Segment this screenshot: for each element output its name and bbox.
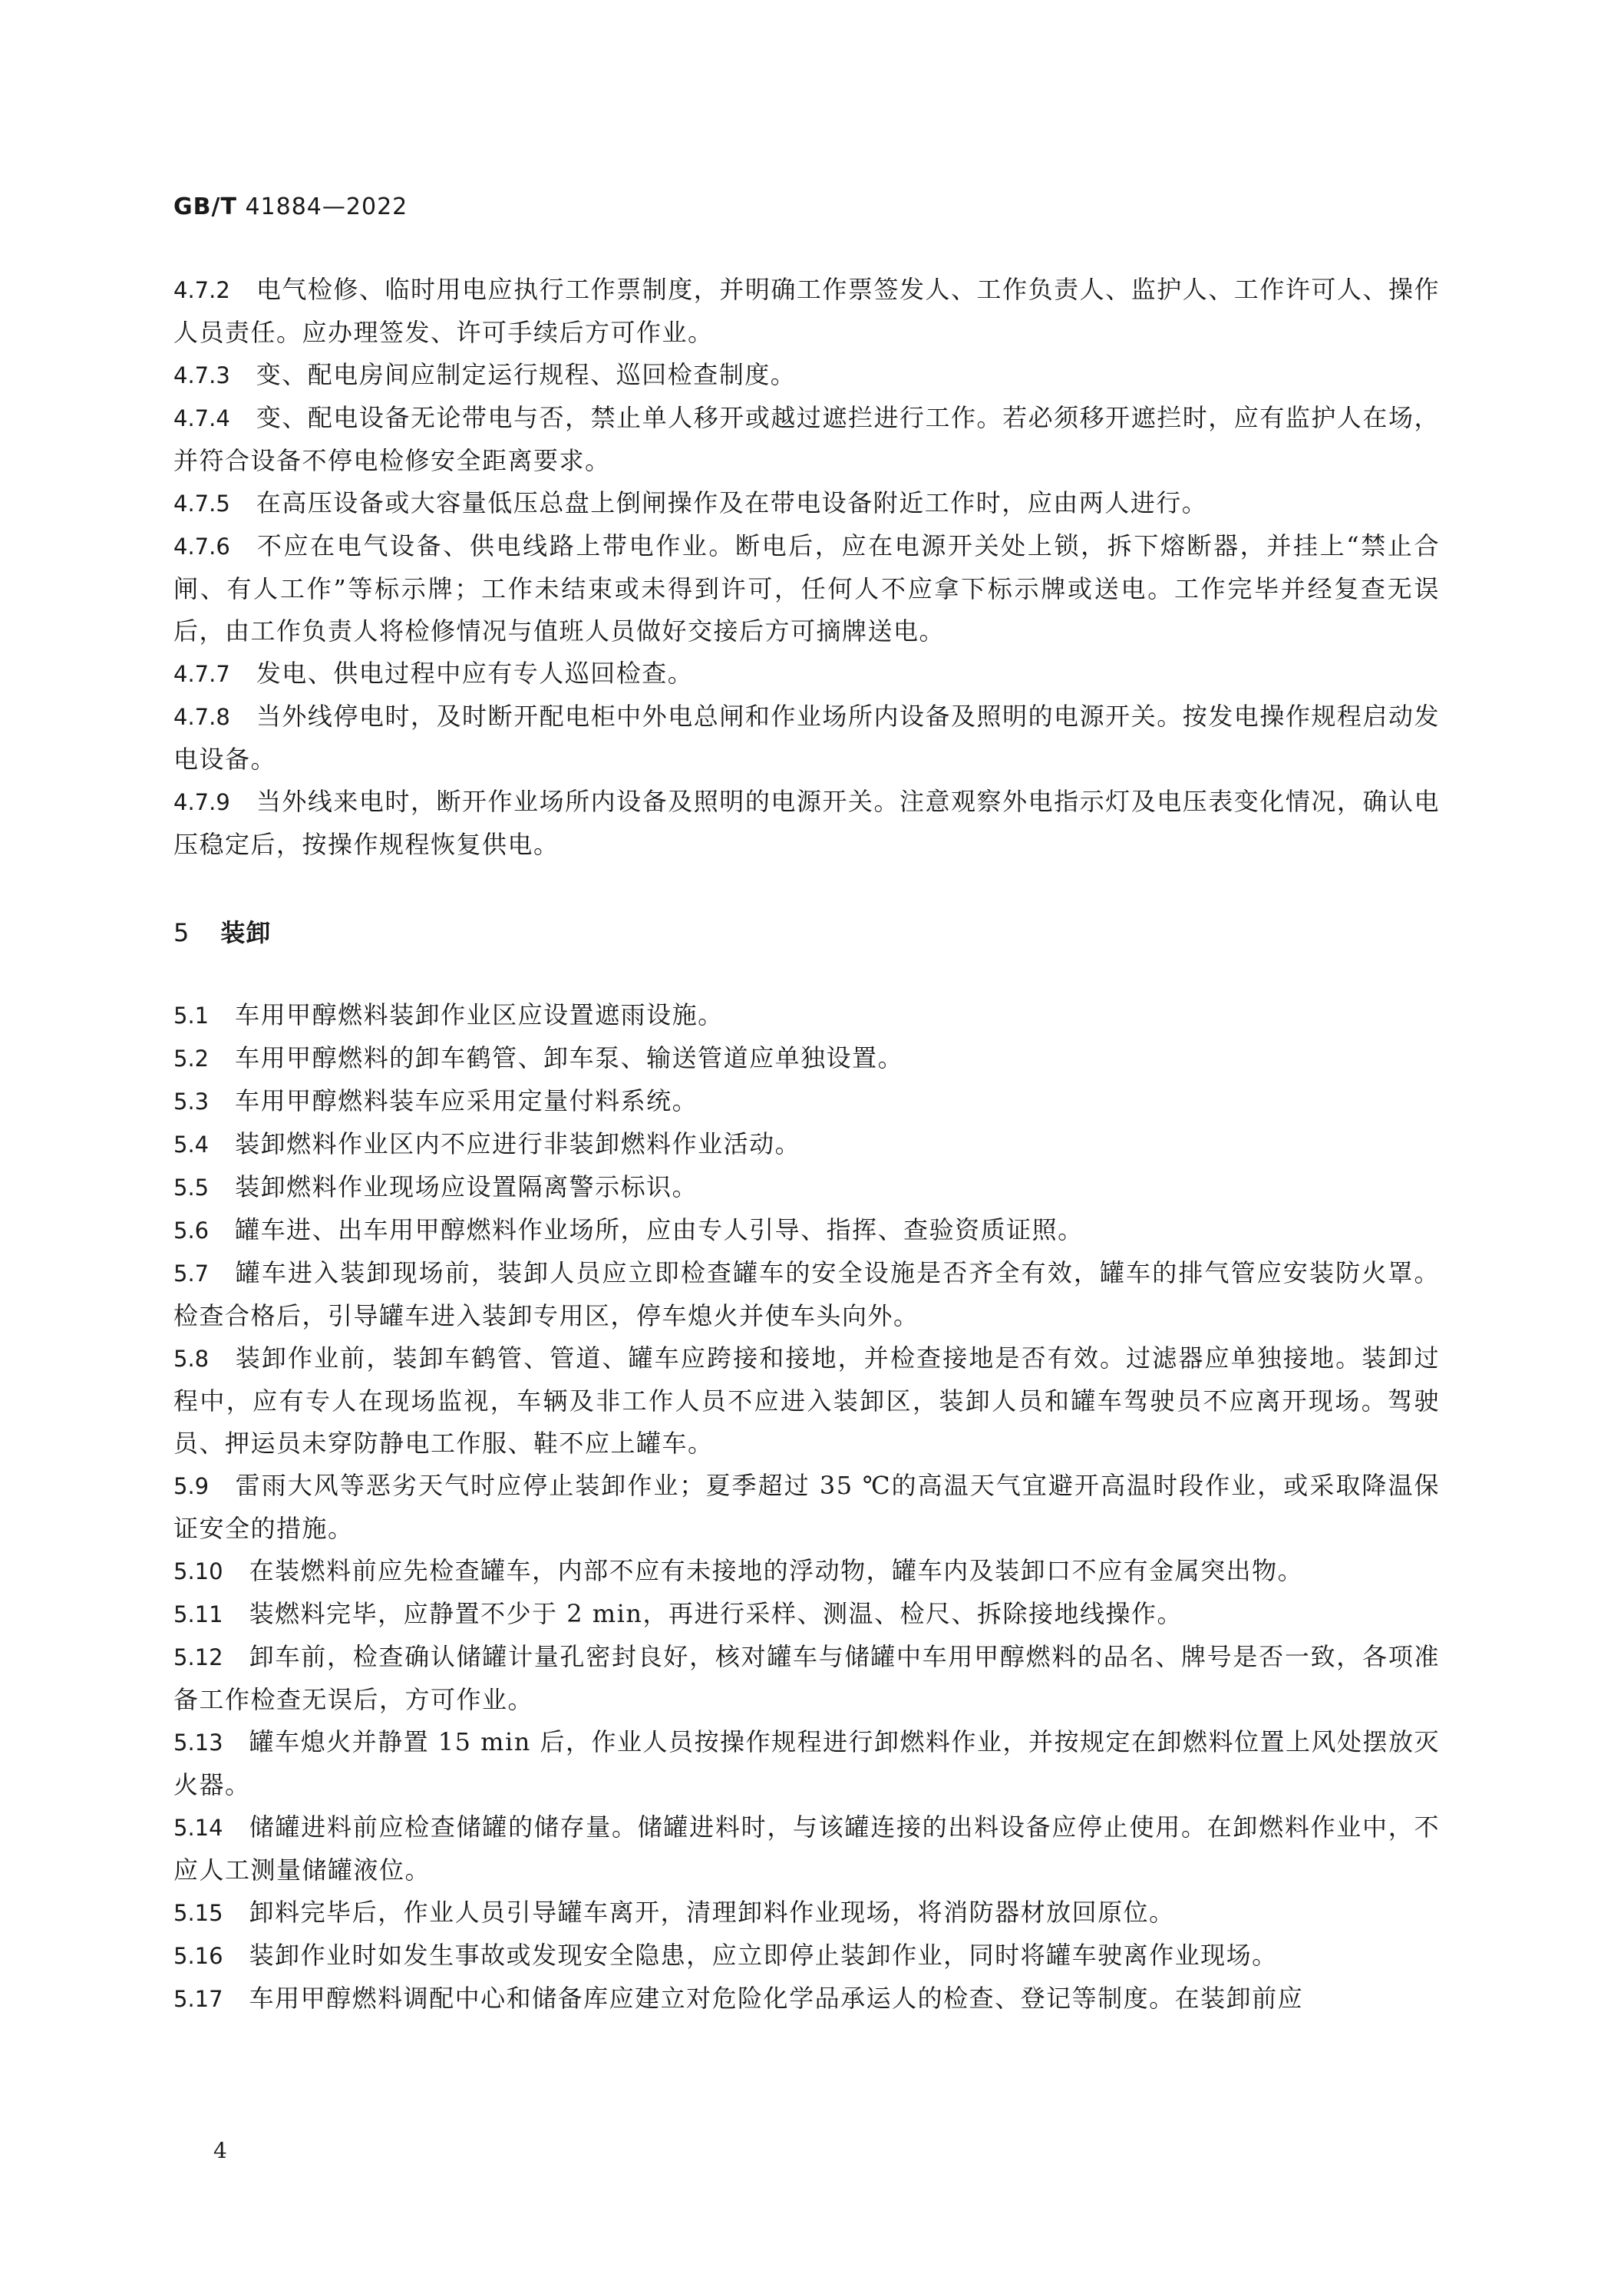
clause-number: 5.3 bbox=[173, 1089, 210, 1115]
clause-text: 在装燃料前应先检查罐车，内部不应有未接地的浮动物，罐车内及装卸口不应有金属突出物。 bbox=[249, 1556, 1304, 1585]
clause bbox=[173, 994, 1440, 1037]
clause bbox=[173, 1337, 1440, 1465]
clause-text: 装卸作业前，装卸车鹤管、管道、罐车应跨接和接地，并检查接地是否有效。过滤器应单独接地。装卸过程中，应有专人在现场监视，车辆及非工作人员不应进入装卸区，装卸人员和罐车驾驶员不应离开现场。驾驶员、押运员未穿防静电工作服、鞋不应上罐车。 bbox=[173, 1343, 1440, 1458]
clause-number: 5.13 bbox=[173, 1730, 223, 1756]
clause-number: 5.7 bbox=[173, 1260, 210, 1287]
standard-number: 41884—2022 bbox=[236, 193, 408, 220]
clause bbox=[173, 1636, 1440, 1721]
clause-text: 装卸作业时如发生事故或发现安全隐患，应立即停止装卸作业，同时将罐车驶离作业现场。 bbox=[249, 1941, 1278, 1970]
standard-prefix: GB/T bbox=[173, 193, 237, 220]
clause-text: 在高压设备或大容量低压总盘上倒闸操作及在带电设备附近工作时，应由两人进行。 bbox=[256, 488, 1208, 517]
clause-number: 4.7.7 bbox=[173, 661, 230, 687]
section-title: 装卸 bbox=[220, 918, 272, 947]
clause-text: 卸车前，检查确认储罐计量孔密封良好，核对罐车与储罐中车用甲醇燃料的品名、牌号是否一致，各项准备工作检查无误后，方可作业。 bbox=[173, 1642, 1440, 1714]
clause bbox=[173, 1123, 1440, 1166]
clause-text: 罐车熄火并静置 15 min 后，作业人员按操作规程进行卸燃料作业，并按规定在卸燃料位置上风处摆放灭火器。 bbox=[173, 1727, 1441, 1799]
clause-number: 4.7.9 bbox=[173, 789, 230, 815]
clause bbox=[173, 1550, 1440, 1593]
clause-number: 4.7.6 bbox=[173, 534, 230, 560]
clause-text: 电气检修、临时用电应执行工作票制度，并明确工作票签发人、工作负责人、监护人、工作许可人、操作人员责任。应办理签发、许可手续后方可作业。 bbox=[173, 275, 1440, 347]
clause bbox=[173, 525, 1440, 653]
clause bbox=[173, 1806, 1440, 1892]
clause-number: 5.14 bbox=[173, 1815, 223, 1841]
clause-number: 4.7.5 bbox=[173, 491, 230, 517]
clause bbox=[173, 1252, 1440, 1337]
clause-text: 罐车进入装卸现场前，装卸人员应立即检查罐车的安全设施是否齐全有效，罐车的排气管应安装防火罩。检查合格后，引导罐车进入装卸专用区，停车熄火并使车头向外。 bbox=[173, 1258, 1440, 1330]
clause-number: 5.17 bbox=[173, 1986, 223, 2012]
clause-text: 装卸燃料作业现场应设置隔离警示标识。 bbox=[235, 1172, 698, 1201]
clause bbox=[173, 1892, 1440, 1935]
standard-header bbox=[173, 193, 408, 220]
clause-text: 发电、供电过程中应有专人巡回检查。 bbox=[256, 659, 694, 688]
clause-number: 5.12 bbox=[173, 1644, 223, 1670]
clause-text: 车用甲醇燃料调配中心和储备库应建立对危险化学品承运人的检查、登记等制度。在装卸前应 bbox=[249, 1984, 1304, 2013]
clause-number: 5.16 bbox=[173, 1943, 223, 1969]
clause bbox=[173, 1037, 1440, 1080]
clause-number: 4.7.3 bbox=[173, 362, 230, 388]
clause bbox=[173, 1465, 1440, 1550]
page-number: 4 bbox=[213, 2138, 227, 2163]
clause-number: 5.4 bbox=[173, 1132, 210, 1158]
clause bbox=[173, 1977, 1440, 2020]
clause bbox=[173, 269, 1440, 354]
clause bbox=[173, 482, 1440, 525]
clause-text: 车用甲醇燃料的卸车鹤管、卸车泵、输送管道应单独设置。 bbox=[235, 1043, 904, 1072]
clause-text: 罐车进、出车用甲醇燃料作业场所，应由专人引导、指挥、查验资质证照。 bbox=[235, 1215, 1084, 1244]
clause-number: 5.6 bbox=[173, 1218, 210, 1244]
clause bbox=[173, 695, 1440, 781]
clause-text: 车用甲醇燃料装车应采用定量付料系统。 bbox=[235, 1086, 698, 1115]
clause bbox=[173, 1166, 1440, 1209]
clause bbox=[173, 781, 1440, 866]
clauses-5 bbox=[173, 994, 1440, 2020]
clause-number: 4.7.2 bbox=[173, 277, 230, 303]
clause-number: 5.1 bbox=[173, 1003, 210, 1029]
clause bbox=[173, 1935, 1440, 1977]
clause-number: 5.10 bbox=[173, 1558, 223, 1584]
clause-text: 雷雨大风等恶劣天气时应停止装卸作业；夏季超过 35 ℃的高温天气宜避开高温时段作业，或采取降温保证安全的措施。 bbox=[173, 1471, 1440, 1543]
clause bbox=[173, 1593, 1440, 1636]
section-number: 5 bbox=[173, 918, 190, 947]
clauses-4-7 bbox=[173, 269, 1440, 866]
clause bbox=[173, 653, 1440, 695]
clause-number: 5.9 bbox=[173, 1473, 210, 1499]
clause-text: 不应在电气设备、供电线路上带电作业。断电后，应在电源开关处上锁，拆下熔断器，并挂上“禁止合闸、有人工作”等标示牌；工作未结束或未得到许可，任何人不应拿下标示牌或送电。工作完毕并经复查无误后，由工作负责人将检修情况与值班人员做好交接后方可摘牌送电。 bbox=[173, 531, 1440, 646]
clause-text: 储罐进料前应检查储罐的储存量。储罐进料时，与该罐连接的出料设备应停止使用。在卸燃料作业中，不应人工测量储罐液位。 bbox=[173, 1812, 1440, 1885]
clause-number: 5.15 bbox=[173, 1900, 223, 1926]
clause-text: 车用甲醇燃料装卸作业区应设置遮雨设施。 bbox=[235, 1000, 724, 1029]
clause bbox=[173, 1080, 1440, 1123]
clause-text: 变、配电房间应制定运行规程、巡回检查制度。 bbox=[256, 360, 797, 389]
clause-text: 卸料完毕后，作业人员引导罐车离开，清理卸料作业现场，将消防器材放回原位。 bbox=[249, 1898, 1175, 1927]
clause-number: 5.5 bbox=[173, 1175, 210, 1201]
clause bbox=[173, 1209, 1440, 1252]
section-heading bbox=[173, 912, 1440, 954]
clause-number: 5.11 bbox=[173, 1601, 223, 1627]
clause bbox=[173, 1721, 1440, 1806]
clause-number: 4.7.8 bbox=[173, 704, 230, 730]
clause-text: 装燃料完毕，应静置不少于 2 min，再进行采样、测温、检尺、拆除接地线操作。 bbox=[249, 1599, 1183, 1628]
clause-number: 4.7.4 bbox=[173, 405, 230, 431]
document-body bbox=[173, 269, 1440, 2020]
clause-text: 当外线来电时，断开作业场所内设备及照明的电源开关。注意观察外电指示灯及电压表变化情况，确认电压稳定后，按操作规程恢复供电。 bbox=[173, 787, 1440, 859]
clause-text: 变、配电设备无论带电与否，禁止单人移开或越过遮拦进行工作。若必须移开遮拦时，应有监护人在场，并符合设备不停电检修安全距离要求。 bbox=[173, 403, 1440, 475]
clause-number: 5.8 bbox=[173, 1346, 210, 1372]
clause bbox=[173, 397, 1440, 482]
clause-text: 当外线停电时，及时断开配电柜中外电总闸和作业场所内设备及照明的电源开关。按发电操作规程启动发电设备。 bbox=[173, 702, 1440, 774]
clause-number: 5.2 bbox=[173, 1046, 210, 1072]
clause bbox=[173, 354, 1440, 397]
clause-text: 装卸燃料作业区内不应进行非装卸燃料作业活动。 bbox=[235, 1129, 801, 1158]
